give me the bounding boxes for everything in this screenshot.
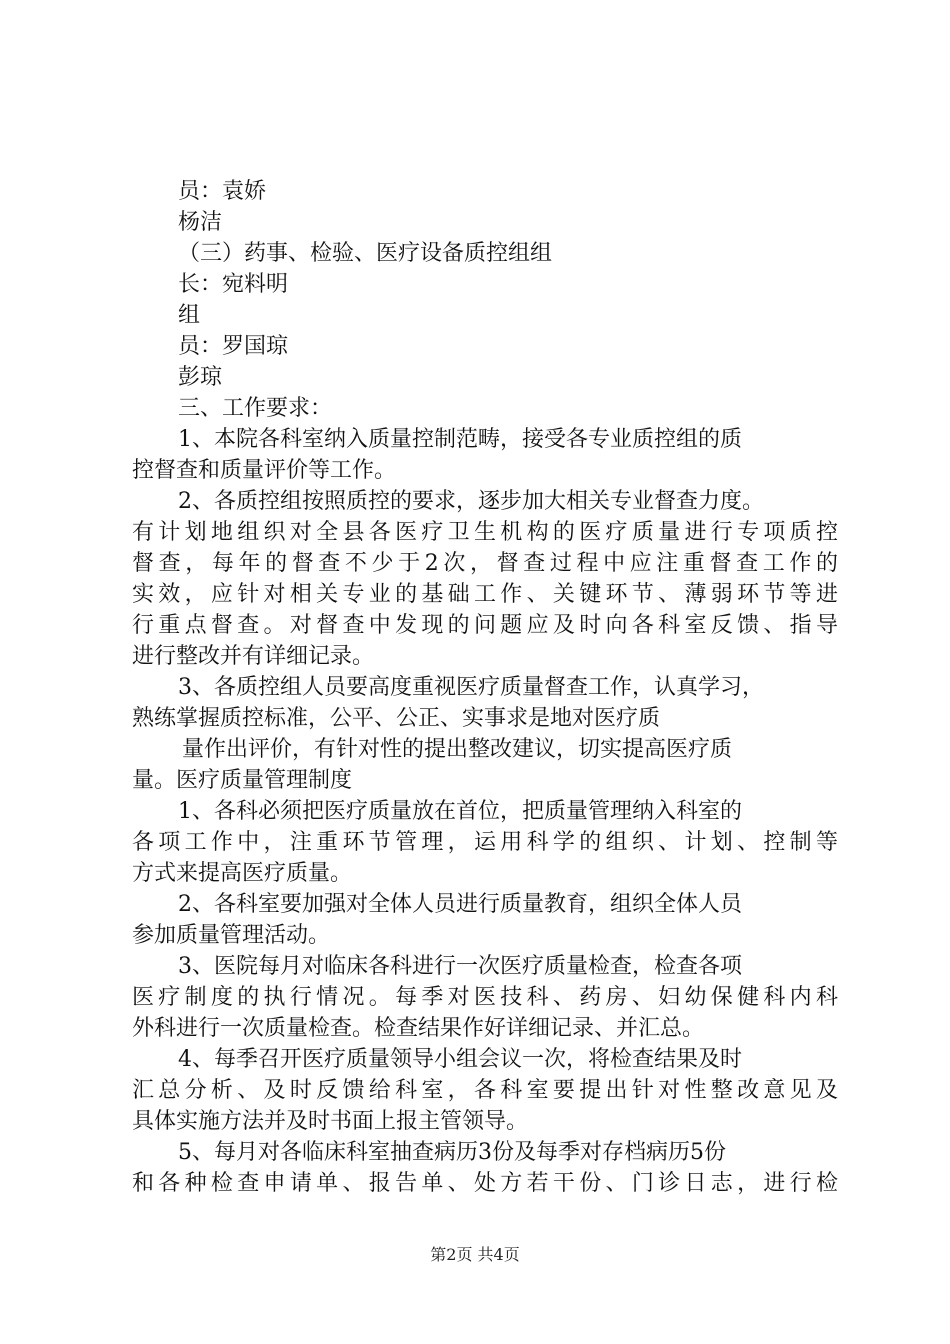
text-line: 量作出评价，有针对性的提出整改建议，切实提高医疗质 — [182, 737, 733, 762]
text-line: 2、各科室要加强对全体人员进行质量教育，组织全体人员 — [178, 892, 742, 917]
text-line: 2、各质控组按照质控的要求，逐步加大相关专业督查力度。 — [178, 489, 764, 514]
document-body — [132, 176, 838, 1199]
text-line: 医疗制度的执行情况。每季对医技科、药房、妇幼保健科内科 — [132, 985, 838, 1010]
text-line: 进行整改并有详细记录。 — [132, 644, 375, 669]
text-line: 杨洁 — [178, 210, 223, 235]
text-line: 员：罗国琼 — [178, 334, 289, 359]
text-line: 3、医院每月对临床各科进行一次医疗质量检查，检查各项 — [178, 954, 742, 979]
text-line: 方式来提高医疗质量。 — [132, 861, 353, 886]
text-line: 有计划地组织对全县各医疗卫生机构的医疗质量进行专项质控 — [132, 520, 838, 545]
text-line: 汇总分析、及时反馈给科室，各科室要提出针对性整改意见及 — [132, 1078, 838, 1103]
text-line: 4、每季召开医疗质量领导小组会议一次，将检查结果及时 — [178, 1047, 742, 1072]
text-line: 和各种检查申请单、报告单、处方若干份、门诊日志，进行检 — [132, 1171, 838, 1196]
text-line: 各项工作中，注重环节管理，运用科学的组织、计划、控制等 — [132, 830, 838, 855]
text-line: 实效，应针对相关专业的基础工作、关键环节、薄弱环节等进 — [132, 582, 838, 607]
text-line: 控督查和质量评价等工作。 — [132, 458, 397, 483]
text-line: 外科进行一次质量检查。检查结果作好详细记录、并汇总。 — [132, 1016, 705, 1041]
text-line: 长：宛料明 — [178, 272, 289, 297]
text-line: 熟练掌握质控标准，公平、公正、实事求是地对医疗质 — [132, 706, 661, 731]
text-line: 3、各质控组人员要高度重视医疗质量督查工作，认真学习， — [178, 675, 764, 700]
text-line: 督查，每年的督查不少于2次，督查过程中应注重督查工作的 — [132, 551, 838, 576]
text-line: 行重点督查。对督查中发现的问题应及时向各科室反馈、指导 — [132, 613, 838, 638]
text-line: 员：袁娇 — [178, 179, 267, 204]
text-line: 1、本院各科室纳入质量控制范畴，接受各专业质控组的质 — [178, 427, 742, 452]
page-number-footer: 第2页 共4页 — [430, 1245, 520, 1264]
text-line: 彭琼 — [178, 365, 223, 390]
text-line: 5、每月对各临床科室抽查病历3份及每季对存档病历5份 — [178, 1140, 726, 1165]
text-line: 组 — [178, 303, 201, 328]
text-line: （三）药事、检验、医疗设备质控组组 — [178, 241, 553, 266]
text-line: 具体实施方法并及时书面上报主管领导。 — [132, 1109, 529, 1134]
text-line: 参加质量管理活动。 — [132, 923, 331, 948]
text-line: 量。医疗质量管理制度 — [132, 768, 353, 793]
section-heading: 三、工作要求： — [178, 396, 333, 421]
text-line: 1、各科必须把医疗质量放在首位，把质量管理纳入科室的 — [178, 799, 742, 824]
